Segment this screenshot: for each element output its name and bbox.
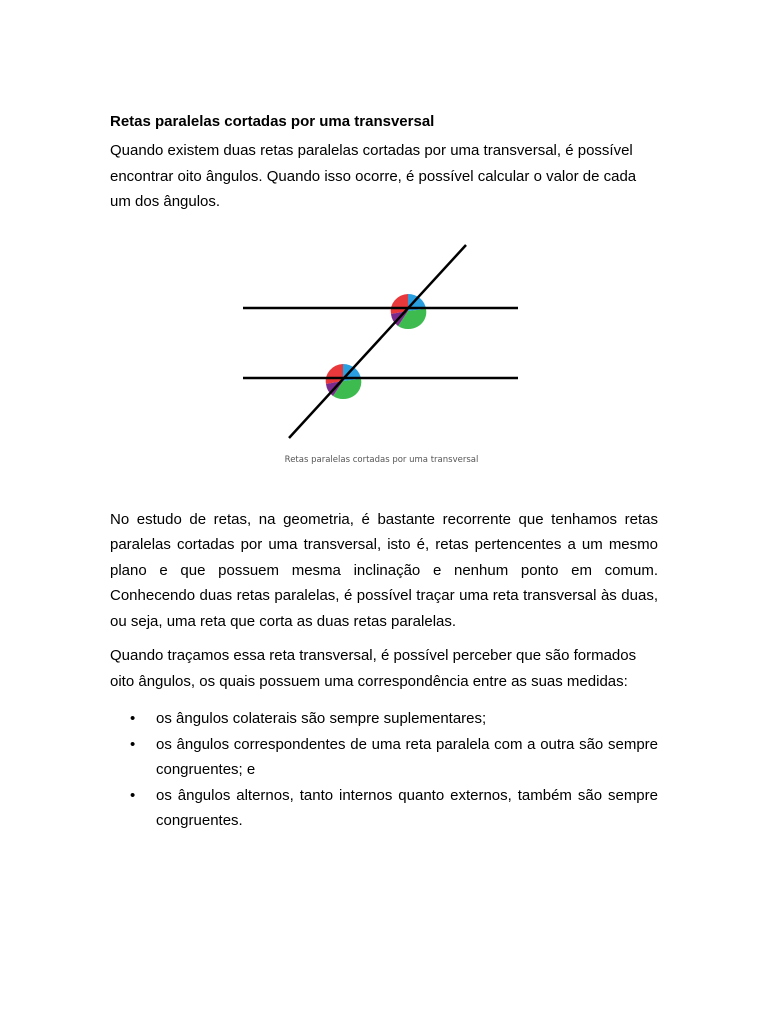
section-title: Retas paralelas cortadas por uma transversal [110,113,435,130]
figure-caption: Retas paralelas cortadas por uma transversal [284,454,479,465]
upper-intersection-angles [391,293,427,328]
list-item-text: os ângulos colaterais são sempre suplementares; [156,710,487,727]
bullet-icon: • [130,786,136,804]
list-item-text: os ângulos alternos, tanto internos quanto externos, também são sempre congruentes. [156,786,658,829]
body-paragraph-3: Quando traçamos essa reta transversal, é possível perceber que são formados oito ângulos, os quais possuem uma correspondência entre as suas medidas: [110,647,637,690]
list-item-text: os ângulos correspondentes de uma reta paralela com a outra são sempre congruentes; e [156,735,658,778]
parallel-lines-figure [110,237,658,495]
transversal-line [289,245,466,438]
list-item [110,732,658,783]
bullet-icon: • [130,735,136,753]
list-item [110,783,658,834]
bullet-icon: • [130,710,136,727]
parallel-lines-diagram [110,237,658,477]
document-page [110,112,658,834]
list-item [110,706,658,732]
body-paragraph-2: No estudo de retas, na geometria, é bastante recorrente que tenhamos retas paralelas cortadas por uma transversal, isto é, retas pertencentes a um mesmo plano e que possuem mesma inclinação e nenhum ponto em comum. Conhecendo duas retas paralelas, é possível traçar uma reta transversal às duas, ou seja, uma reta que corta as duas retas paralelas. [110,510,658,630]
angle-properties-list [110,706,658,834]
intro-paragraph: Quando existem duas retas paralelas cortadas por uma transversal, é possível encontrar oito ângulos. Quando isso ocorre, é possível calcular o valor de cada um dos ângulos. [110,142,637,210]
